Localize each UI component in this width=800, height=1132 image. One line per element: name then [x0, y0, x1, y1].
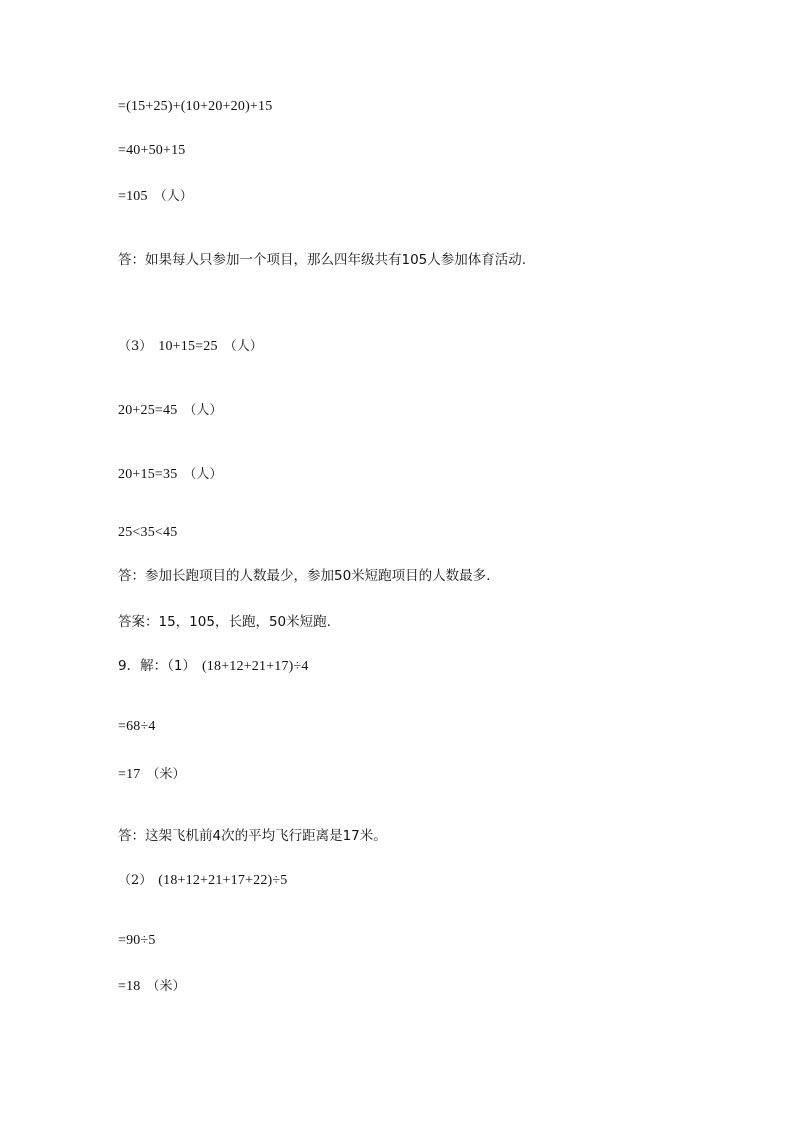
step-line [118, 656, 309, 677]
unit-label: （人） [183, 467, 223, 482]
answer-sentence: 答：如果每人只参加一个项目，那么四年级共有105人参加体育活动. [118, 252, 527, 268]
equation: 20+15=35 [118, 467, 178, 482]
question-number: 9．解：（1） [118, 658, 196, 674]
unit-label: （人） [183, 403, 223, 418]
step-line [118, 716, 156, 737]
step-line [118, 400, 222, 421]
unit-label: （人） [223, 339, 263, 354]
answer-sentence: 答：参加长跑项目的人数最少，参加50米短跑项目的人数最多. [118, 568, 491, 584]
step-line [118, 930, 156, 951]
step-line [118, 96, 272, 117]
answer-summary: 答案：15，105，长跑，50米短跑. [118, 614, 331, 630]
equation: =18 [118, 979, 141, 994]
question-number: （2） [118, 873, 153, 888]
equation: 10+15=25 [158, 339, 218, 354]
equation: 20+25=45 [118, 403, 178, 418]
equation: (18+12+21+17)÷4 [201, 659, 309, 674]
equation: =105 [118, 189, 148, 204]
step-line [118, 764, 186, 785]
step-line [118, 522, 177, 543]
answer-text [118, 826, 387, 846]
answer-text [118, 566, 490, 586]
equation: =68÷4 [118, 719, 156, 734]
step-line [118, 336, 263, 357]
step-line [118, 976, 186, 997]
step-line [118, 140, 186, 161]
equation: =17 [118, 767, 141, 782]
answer-sentence: 答：这架飞机前4次的平均飞行距离是17米。 [118, 828, 387, 844]
equation: 25<35<45 [118, 525, 178, 540]
question-number: （3） [118, 339, 153, 354]
unit-label: （人） [153, 189, 193, 204]
answer-text [118, 250, 526, 270]
equation: =90÷5 [118, 933, 156, 948]
equation: (18+12+21+17+22)÷5 [158, 873, 288, 888]
unit-label: （米） [146, 979, 186, 994]
step-line [118, 186, 193, 207]
equation: =40+50+15 [118, 143, 186, 158]
step-line [118, 464, 222, 485]
equation: =(15+25)+(10+20+20)+15 [118, 99, 273, 114]
step-line [118, 870, 287, 891]
answer-text [118, 612, 331, 632]
unit-label: （米） [146, 767, 186, 782]
